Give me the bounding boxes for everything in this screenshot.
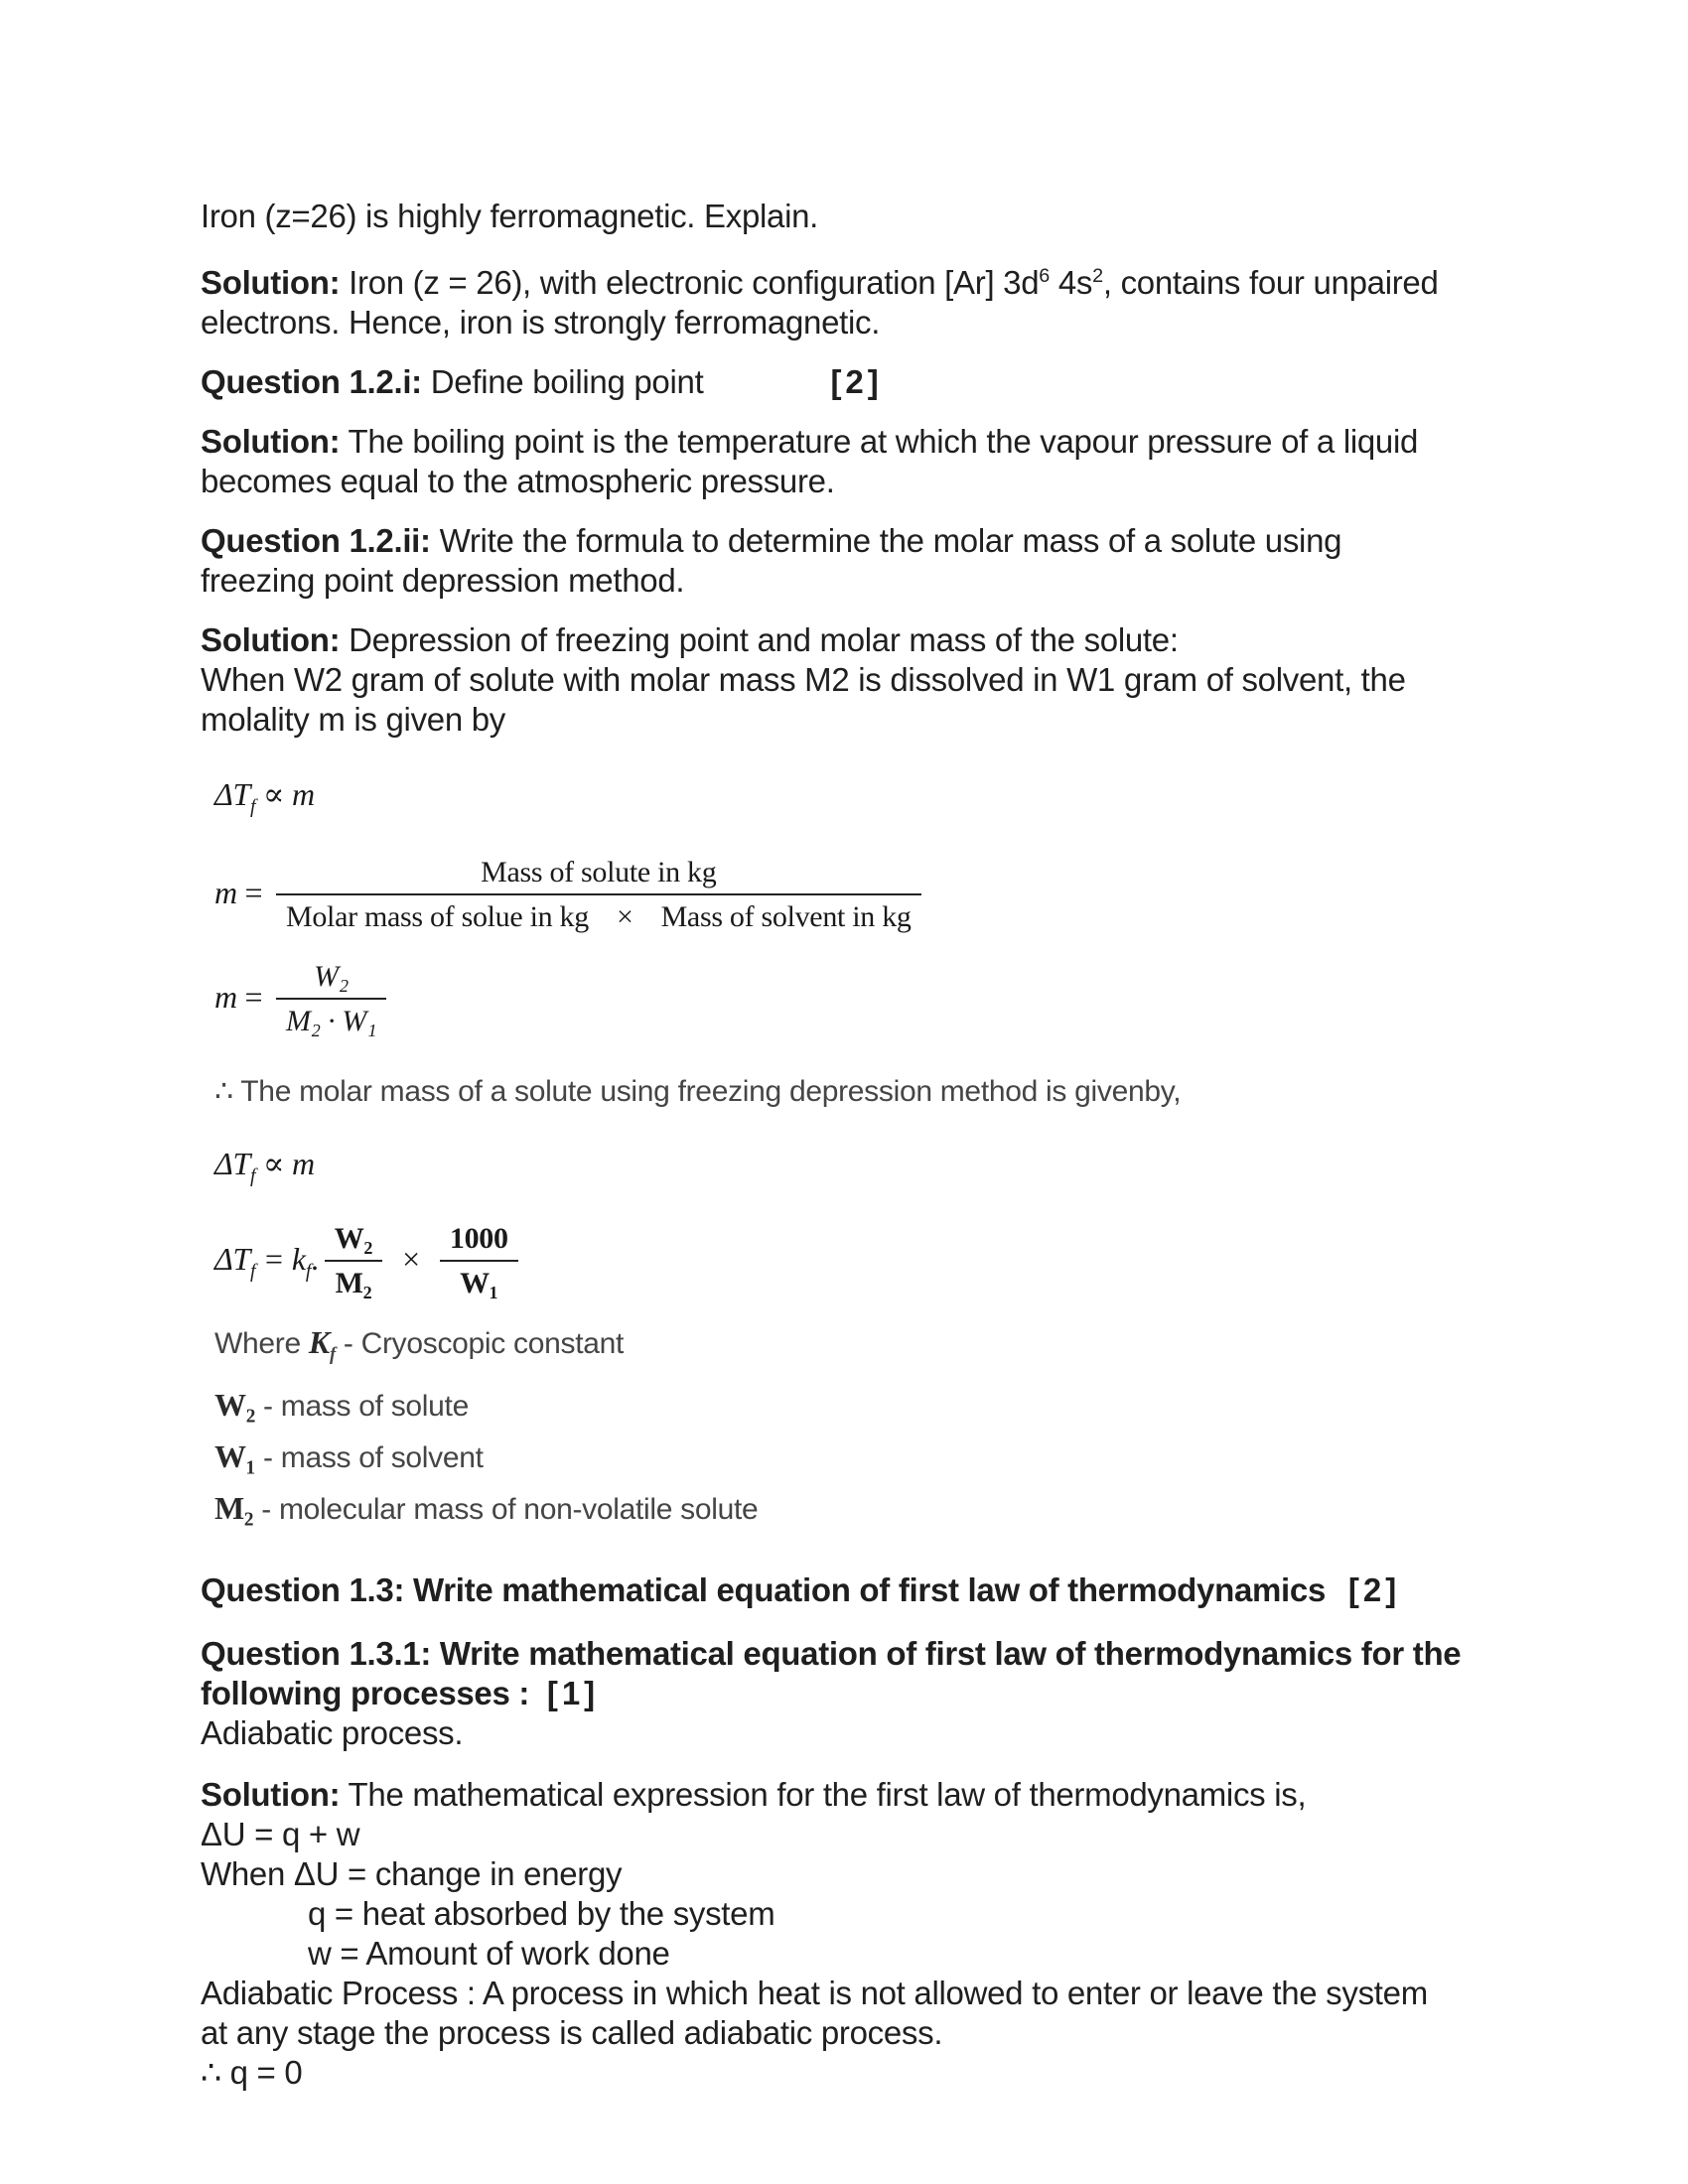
- solution-1-2-ii-text-1: Depression of freezing point and molar mass of the solute:: [340, 621, 1179, 658]
- m-variable: m: [214, 979, 237, 1016]
- delta-u-definition: When ΔU = change in energy: [201, 1854, 623, 1892]
- solution-1-2-ii-line-2: When W2 gram of solute with molar mass M2 is dissolved in W1 gram of solvent, the: [201, 661, 1406, 698]
- solution-1-2-ii-line-3: molality m is given by: [201, 701, 505, 738]
- formula-delta-tf-proportional-m-1: [214, 775, 1628, 825]
- mass-fraction: [276, 855, 921, 935]
- therefore-q-zero: ∴ q = 0: [201, 2053, 303, 2091]
- solution-label: Solution:: [201, 423, 341, 460]
- solution-1-1-line-1: [201, 256, 1628, 303]
- solution-1-2-i-line-1: [201, 422, 1628, 462]
- q-definition: q = heat absorbed by the system: [308, 1894, 775, 1932]
- m2-definition-text: - molecular mass of non-volatile solute: [253, 1492, 759, 1526]
- solution-1-1: [201, 256, 1628, 342]
- question-1-3-label: Question 1.3:: [201, 1570, 405, 1608]
- question-1-2-ii-text: Write the formula to determine the molar mass of a solute using: [430, 522, 1342, 559]
- formula-molality-definition: [214, 855, 1628, 935]
- m2-symbol: M₂: [214, 1489, 254, 1526]
- solution-1-2-i-text: The boiling point is the temperature at which the vapour pressure of a liquid: [340, 423, 1419, 460]
- math-derivation-block: [201, 775, 1628, 1529]
- question-1-2-i-label: Question 1.2.i:: [201, 363, 422, 400]
- kf-symbol: K: [308, 1323, 330, 1360]
- solution-1-2-i-line-2: becomes equal to the atmospheric pressure.: [201, 463, 835, 499]
- subscript-f: f: [249, 795, 256, 818]
- question-1-2-ii-label: Question 1.2.ii:: [201, 522, 431, 559]
- adiabatic-process-definition-1: Adiabatic Process : A process in which heat is not allowed to enter or leave the system: [201, 1974, 1428, 2011]
- multiplication-sign: ×: [402, 1240, 420, 1277]
- fraction-numerator: Mass of solute in kg: [481, 856, 717, 889]
- w1-definition-text: - mass of solvent: [255, 1440, 484, 1474]
- fraction-numerator: 1000: [449, 1221, 508, 1255]
- question-1-3-text: Write mathematical equation of first law of thermodynamics: [404, 1570, 1335, 1608]
- marks-badge: [1]: [546, 1674, 600, 1711]
- symbol-definition-w1: [214, 1437, 1628, 1477]
- question-1-3-line: [201, 1570, 1628, 1610]
- where-kf-definition: [214, 1323, 1628, 1374]
- multiplication-sign: ×: [616, 900, 633, 934]
- solution-label: Solution:: [201, 1775, 341, 1813]
- question-heading-1-3-1: [201, 1634, 1628, 1753]
- question-heading-1-3: [201, 1570, 1628, 1610]
- symbol-definition-m2: [214, 1489, 1628, 1529]
- w2-fraction: [276, 959, 386, 1039]
- formula-delta-tf-proportional-m-2: [214, 1145, 1628, 1194]
- marks-badge: [2]: [830, 363, 883, 400]
- fraction-denominator: W₁: [440, 1260, 518, 1301]
- w2-definition-text: - mass of solute: [255, 1389, 469, 1423]
- symbol-definition-w2: [214, 1386, 1628, 1426]
- solution-1-3-1-intro-text: The mathematical expression for the first law of thermodynamics is,: [340, 1775, 1307, 1813]
- proportional-to-m: ∝ m: [255, 776, 315, 812]
- cryoscopic-constant-text: - Cryoscopic constant: [335, 1326, 625, 1360]
- question-1-1: [201, 197, 1628, 236]
- solution-1-1-line-2: electrons. Hence, iron is strongly ferromagnetic.: [201, 304, 881, 341]
- question-1-3-1-line-2: [201, 1674, 1628, 1713]
- w2-m2-fraction: [325, 1221, 382, 1301]
- fraction-numerator: W₂: [314, 960, 349, 994]
- first-law-equation: ΔU = q + w: [201, 1815, 360, 1852]
- solution-1-2-i: [201, 422, 1628, 501]
- solution-1-2-ii-line-1: [201, 620, 1628, 660]
- subscript-f: f: [249, 1164, 256, 1187]
- delta-t-symbol: ΔT: [214, 1146, 250, 1182]
- question-1-2-ii-line-2: freezing point depression method.: [201, 562, 685, 599]
- question-heading-1-2-ii: [201, 521, 1628, 601]
- proportional-to-m: ∝ m: [255, 1146, 315, 1182]
- subscript-f: f: [249, 1260, 256, 1283]
- w1-symbol: W₁: [214, 1437, 255, 1474]
- w2-symbol: W₂: [214, 1386, 255, 1423]
- therefore-statement: ∴ The molar mass of a solute using freezing depression method is givenby,: [214, 1075, 1182, 1109]
- formula-molality-w2: [214, 959, 1628, 1039]
- question-1-2-i-text: Define boiling point: [421, 363, 704, 400]
- subscript-f: f: [305, 1260, 312, 1283]
- formula-freezing-depression: [214, 1221, 1628, 1301]
- fraction-denominator: M₂: [325, 1260, 382, 1301]
- solution-1-1-text-a: Iron (z = 26), with electronic configuration [Ar] 3d: [340, 264, 1040, 301]
- equals-sign: =: [236, 875, 270, 911]
- solution-1-1-text-c: , contains four unpaired: [1102, 264, 1439, 301]
- solution-label: Solution:: [201, 621, 341, 658]
- question-1-2-i-line: [201, 362, 1628, 402]
- thousand-w1-fraction: [440, 1221, 518, 1301]
- superscript-6: 6: [1039, 265, 1050, 287]
- delta-t-symbol: ΔT: [214, 1240, 250, 1277]
- fraction-denominator: M₂ · W₁: [276, 998, 386, 1039]
- question-1-1-text: Iron (z=26) is highly ferromagnetic. Explain.: [201, 198, 819, 234]
- equals-kf: = k: [255, 1240, 306, 1277]
- solution-1-3-1: [201, 1775, 1628, 2093]
- where-text: Where: [214, 1326, 309, 1360]
- m-variable: m: [214, 875, 237, 911]
- solution-label: Solution:: [201, 264, 341, 301]
- subscript-f: f: [329, 1343, 336, 1365]
- marks-badge: [2]: [1347, 1570, 1401, 1608]
- solution-1-3-1-intro: [201, 1775, 1628, 1815]
- delta-t-symbol: ΔT: [214, 776, 250, 812]
- w-definition: w = Amount of work done: [308, 1934, 670, 1972]
- solution-1-1-text-b: 4s: [1050, 264, 1093, 301]
- denominator-left: Molar mass of solue in kg: [285, 900, 589, 934]
- question-1-3-1-line-1: Question 1.3.1: Write mathematical equation of first law of thermodynamics for the: [201, 1634, 1462, 1672]
- adiabatic-process-line: Adiabatic process.: [201, 1713, 464, 1751]
- denominator-right: Mass of solvent in kg: [660, 900, 912, 934]
- superscript-2: 2: [1092, 265, 1103, 287]
- adiabatic-process-definition-2: at any stage the process is called adiabatic process.: [201, 2013, 943, 2051]
- solution-1-2-ii: [201, 620, 1628, 740]
- period: .: [311, 1240, 319, 1277]
- question-1-2-ii-line-1: [201, 521, 1628, 561]
- equals-sign: =: [236, 979, 270, 1016]
- question-1-3-1-text-2: following processes :: [201, 1674, 547, 1711]
- fraction-numerator: W₂: [334, 1221, 373, 1255]
- fraction-denominator: [276, 893, 921, 935]
- question-heading-1-2-i: [201, 362, 1628, 402]
